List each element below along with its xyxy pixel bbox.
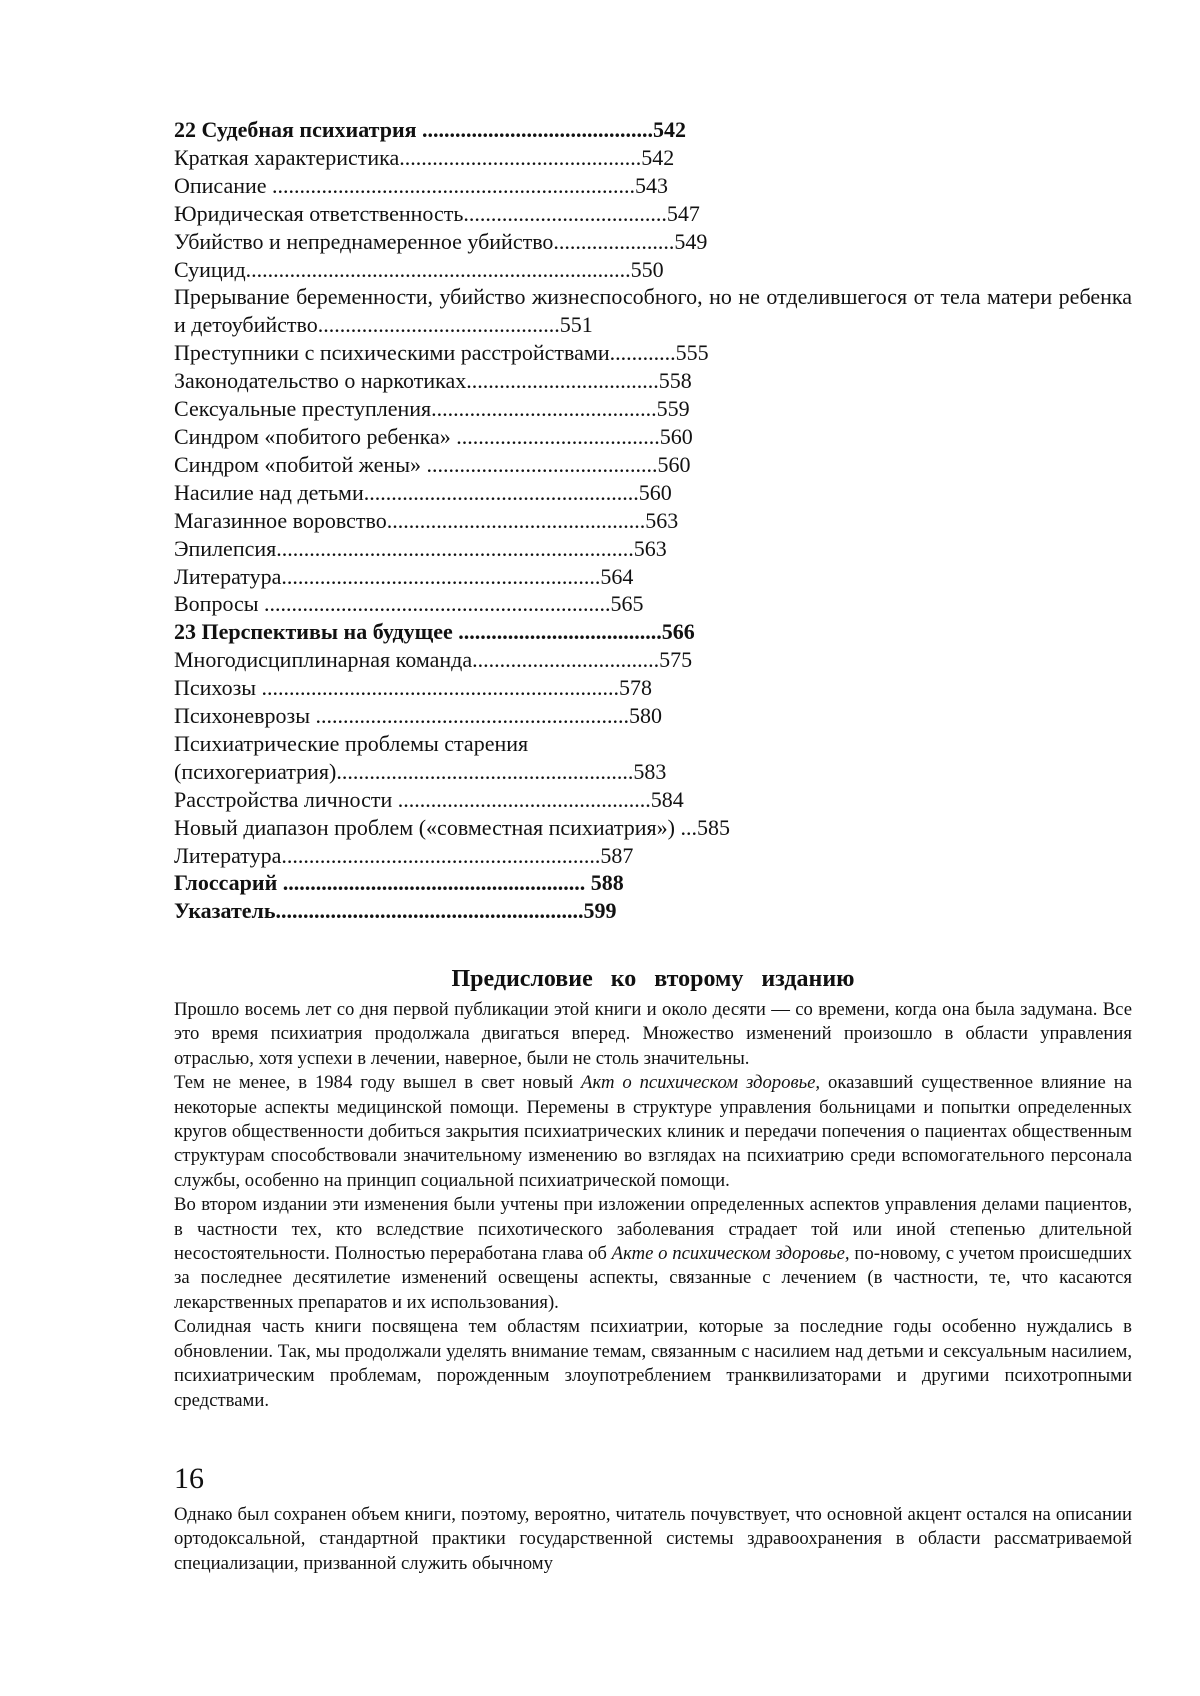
page-number: 16 xyxy=(174,1462,204,1495)
preface-paragraph-2 xyxy=(174,1071,1132,1193)
toc-entry: Литература..........................................................587 xyxy=(174,842,634,868)
toc-entry: Эпилепсия.................................................................563 xyxy=(174,535,667,561)
preface-paragraph-3 xyxy=(174,1193,1132,1315)
toc-entry: Психозы .................................................................578 xyxy=(174,675,653,701)
toc-entry: Многодисциплинарная команда..................................575 xyxy=(174,647,693,673)
preface-section xyxy=(174,964,1132,1413)
toc-entry: Синдром «побитой жены» ..........................................560 xyxy=(174,451,691,477)
toc-entry: Насилие над детьми..................................................560 xyxy=(174,479,672,505)
continuation-paragraph: Однако был сохранен объем книги, поэтому, вероятно, читатель почувствует, что основной акцент остался на описании ортодоксальной, стандартной практики государственной системы здравоохранения в области рассматриваемой специализации, призванной служить обычному xyxy=(174,1504,1132,1574)
toc-entry: Юридическая ответственность.....................................547 xyxy=(174,200,700,226)
table-of-contents xyxy=(174,116,1132,925)
toc-entry: Преступники с психическими расстройствами............555 xyxy=(174,340,709,366)
toc-entry: Новый диапазон проблем («совместная психиатрия») ...585 xyxy=(174,814,730,840)
toc-entry: Расстройства личности ..............................................584 xyxy=(174,786,684,812)
preface-paragraph-2-start: Тем не менее, в 1984 году вышел в свет новый xyxy=(174,1072,582,1094)
toc-entry: Вопросы ...............................................................565 xyxy=(174,591,644,617)
toc-entry: Суицид......................................................................550 xyxy=(174,256,664,282)
preface-paragraph-1: Прошло восемь лет со дня первой публикации этой книги и около десяти — со времени, когда она была задумана. Все это время психиатрия продолжала двигаться вперед. Множество изменений произошло в области управления отраслью, хотя успехи в лечении, наверное, были не столь значительны. xyxy=(174,999,1132,1069)
toc-entry: Литература..........................................................564 xyxy=(174,563,634,589)
preface-paragraph-3-start: Во втором издании эти изменения были учтены при изложении определенных аспектов управления делами пациентов, в частности тех, кто вследствие психотического заболевания страдает той или иной степенью длительной несостоятельности. Полностью переработана глава об xyxy=(174,1194,1132,1265)
toc-entry: Психиатрические проблемы старения xyxy=(174,730,529,756)
toc-entry: (психогериатрия)......................................................583 xyxy=(174,758,667,784)
toc-entry: Описание ..................................................................543 xyxy=(174,172,669,198)
preface-title: Предисловие ко второму изданию xyxy=(451,966,855,992)
toc-entry: Законодательство о наркотиках...................................558 xyxy=(174,368,692,394)
toc-entry: Магазинное воровство...............................................563 xyxy=(174,507,679,533)
toc-entry: Синдром «побитого ребенка» .....................................560 xyxy=(174,423,693,449)
toc-entry: Сексуальные преступления.........................................559 xyxy=(174,396,690,422)
toc-entry: Психоневрозы .........................................................580 xyxy=(174,703,662,729)
act-title-italic: Акт о психическом здоровье, xyxy=(581,1072,821,1094)
preface-paragraph-2-end: оказавший существенное влияние на некоторые аспекты медицинской помощи. Перемены в структуре управления больницами и попытки определенных кругов общественности добиться закрытия психиатрических клиник и передачи попечения о пациентах общественным структурам способствовали значительному изменению во взглядах на психиатрию среди вспомогательного персонала службы, особенно на принцип социальной психиатрической помощи. xyxy=(174,1072,1132,1191)
toc-entry: Указатель........................................................599 xyxy=(174,898,617,924)
preface-paragraph-3-end: по-новому, с учетом происшедших за последнее десятилетие изменений освещены аспекты, связанные с лечением (в частности, те, что касаются лекарственных препаратов и их использования). xyxy=(174,1243,1132,1313)
toc-entry: Убийство и непреднамеренное убийство......................549 xyxy=(174,228,708,254)
continuation-text xyxy=(174,1503,1132,1576)
act-title-italic: Акте о психическом здоровье, xyxy=(611,1243,850,1265)
preface-paragraph-4: Солидная часть книги посвящена тем областям психиатрии, которые за последние годы особенно нуждались в обновлении. Так, мы продолжали уделять внимание темам, связанным с насилием над детьми и сексуальным насилием, психиатрическим проблемам, порожденным злоупотреблением транквилизаторами и другими психотропными средствами. xyxy=(174,1316,1132,1411)
toc-entry: Краткая характеристика............................................542 xyxy=(174,144,675,170)
toc-entry: 23 Перспективы на будущее .....................................566 xyxy=(174,619,695,645)
toc-entry: Глоссарий ....................................................... 588 xyxy=(174,870,624,896)
toc-entry: 22 Судебная психиатрия ..........................................542 xyxy=(174,117,687,142)
toc-entry: Прерывание беременности, убийство жизнеспособного, но не отделившегося от тела матери ребенка и детоубийство............................................551 xyxy=(174,284,1132,338)
